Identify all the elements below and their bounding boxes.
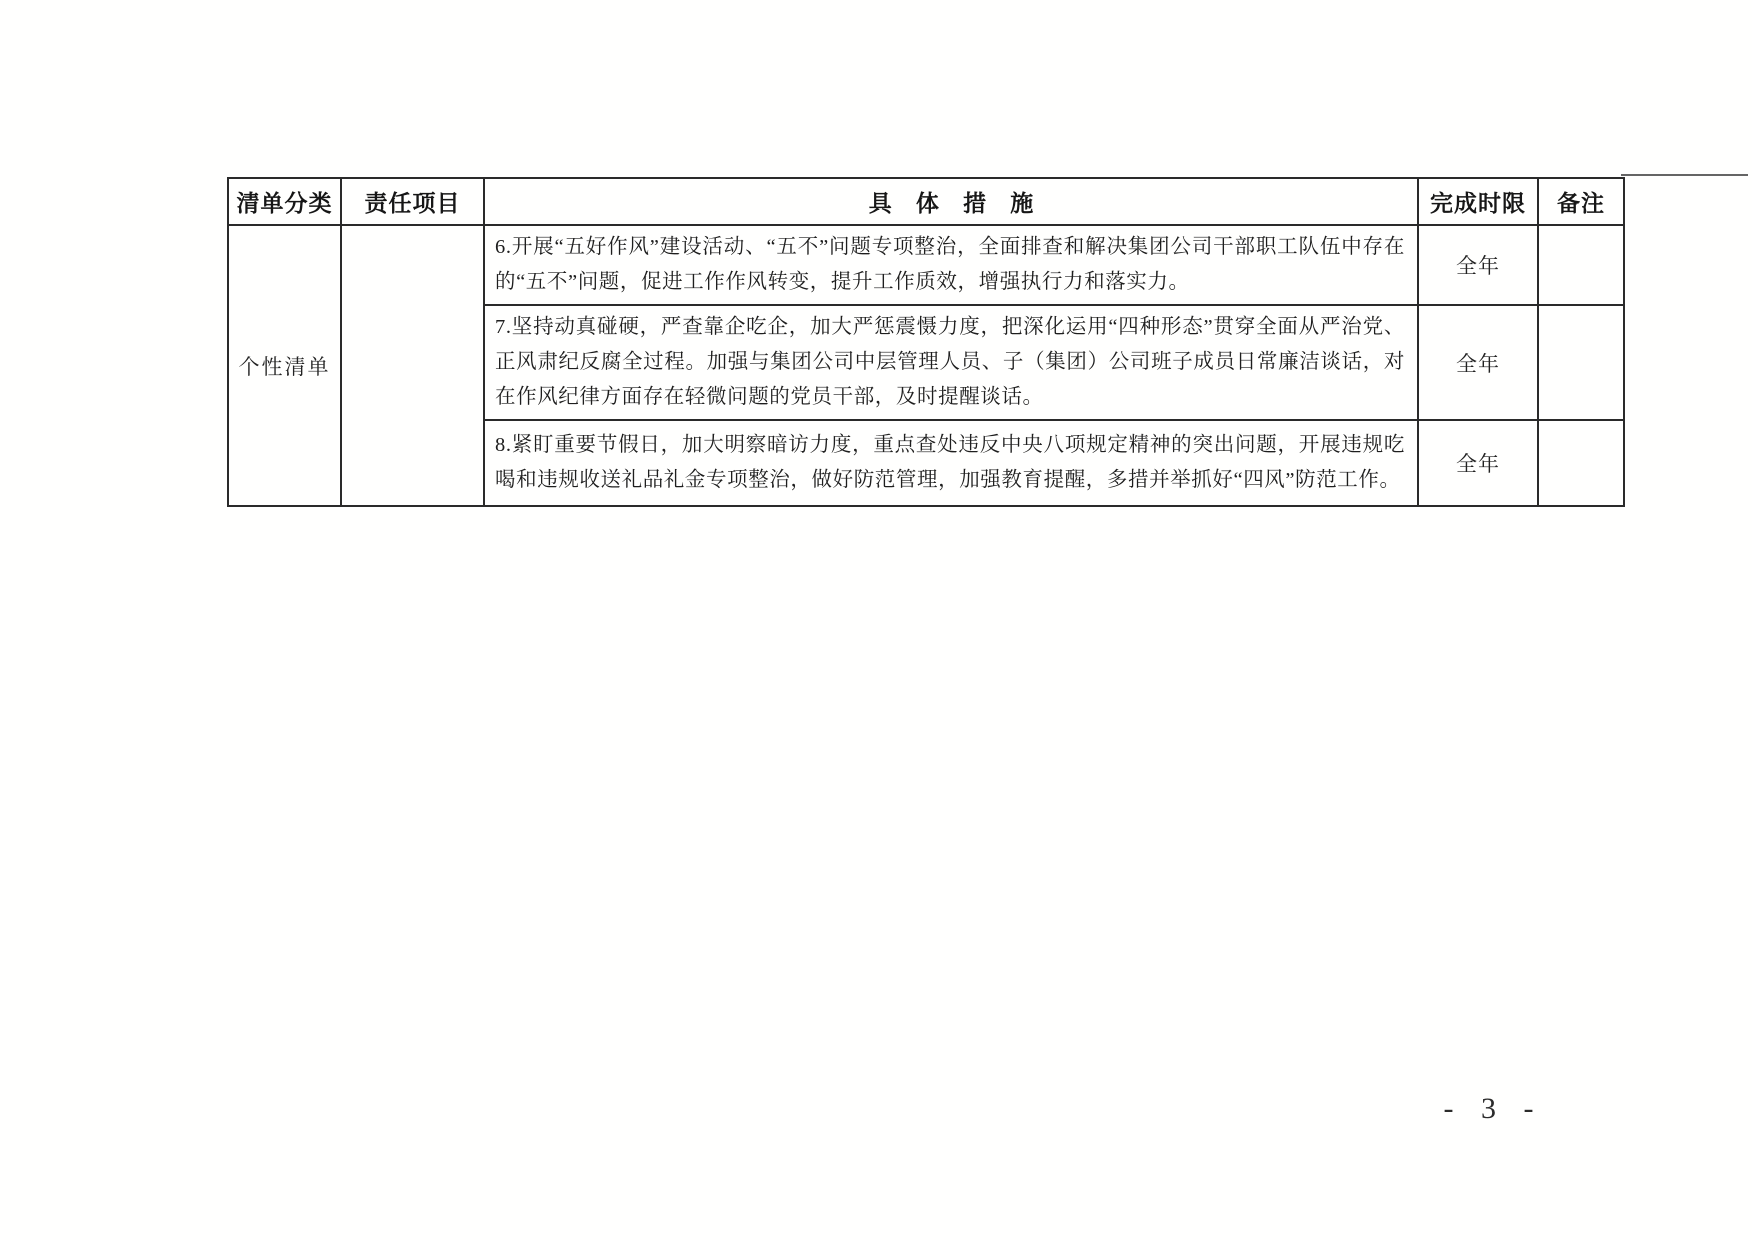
remark-cell-7 [1538, 305, 1624, 420]
header-project: 责任项目 [341, 178, 484, 225]
project-cell [341, 225, 484, 506]
measure-cell-8: 8.紧盯重要节假日，加大明察暗访力度，重点查处违反中央八项规定精神的突出问题，开展违规吃喝和违规收送礼品礼金专项整治，做好防范管理，加强教育提醒，多措并举抓好“四风”防范工作。 [484, 420, 1418, 506]
measure-cell-7: 7.坚持动真碰硬，严查靠企吃企，加大严惩震慑力度，把深化运用“四种形态”贯穿全面从严治党、正风肃纪反腐全过程。加强与集团公司中层管理人员、子（集团）公司班子成员日常廉洁谈话，对在作风纪律方面存在轻微问题的党员干部，及时提醒谈话。 [484, 305, 1418, 420]
table-header-row [228, 178, 1624, 225]
header-deadline: 完成时限 [1418, 178, 1538, 225]
responsibility-measures-table [227, 177, 1625, 507]
deadline-cell-7: 全年 [1418, 305, 1538, 420]
remark-cell-6 [1538, 225, 1624, 305]
header-measures: 具体措施 [484, 178, 1418, 225]
header-remarks: 备注 [1538, 178, 1624, 225]
category-cell: 个性清单 [228, 225, 341, 506]
table-row [228, 225, 1624, 305]
remark-cell-8 [1538, 420, 1624, 506]
measure-cell-6: 6.开展“五好作风”建设活动、“五不”问题专项整治，全面排查和解决集团公司干部职工队伍中存在的“五不”问题，促进工作作风转变，提升工作质效，增强执行力和落实力。 [484, 225, 1418, 305]
deadline-cell-6: 全年 [1418, 225, 1538, 305]
header-category: 清单分类 [228, 178, 341, 225]
page-number: - 3 - [1443, 1092, 1537, 1125]
scan-artifact-line [1621, 174, 1748, 176]
deadline-cell-8: 全年 [1418, 420, 1538, 506]
